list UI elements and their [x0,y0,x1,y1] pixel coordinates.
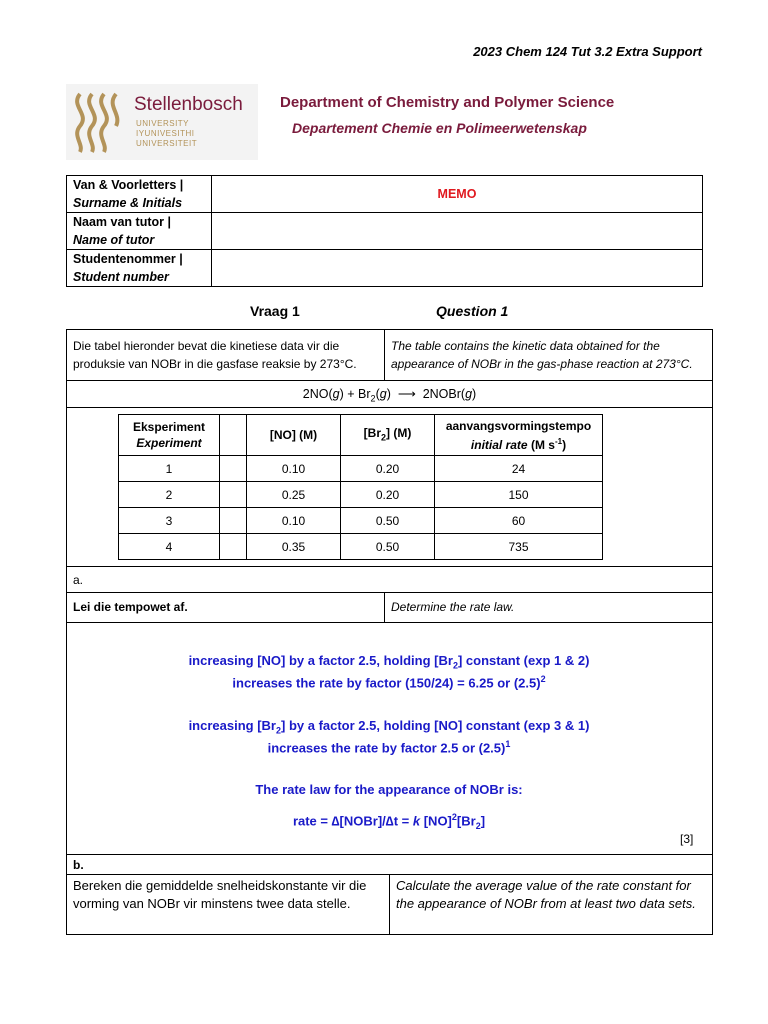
part-b-af: Bereken die gemiddelde snelheidskonstante vir die vorming van NOBr vir minstens twee data stelle. [73,878,367,911]
part-b-label-box [66,854,713,875]
table-header-row [119,415,603,456]
header-br2: $[Br_2]$ (M) [341,415,435,456]
header-note: 2023 Chem 124 Tut 3.2 Extra Support [473,44,702,59]
logo-sub3: UNIVERSITEIT [136,139,198,148]
intro-divider [384,329,385,381]
tutor-label-en: Name of tutor [73,233,155,247]
memo-title: MEMO [212,176,703,213]
header-experiment: Eksperiment Experiment [119,415,220,456]
tutor-label-af: Naam van tutor | [73,215,171,229]
student-number-label-en: Student number [73,270,169,284]
tutor-field[interactable] [212,213,703,250]
tutor-label [67,213,212,250]
student-info-table [66,175,703,287]
answer-line-1: increasing [NO] by a factor 2.5, holding $[Br_2]$ constant (exp 1 & 2) [188,653,590,671]
table-row: 1 0.10 0.20 24 [119,456,603,482]
part-a-label-box [66,566,713,593]
surname-label [67,176,212,213]
rate-law: rate = ∆[NOBr]/∆t = k $[NO]^2[Br_2]$ [292,812,486,831]
table-row: 2 0.25 0.20 150 [119,482,603,508]
student-number-label [67,250,212,287]
part-b-label: b. [73,858,84,872]
part-a-marks: [3] [680,832,694,846]
intro-af: Die tabel hieronder bevat die kinetiese data vir die produksie van NOBr in die gasfase reaksie by 273°C. [73,339,357,371]
part-b-divider [389,874,390,935]
stellenbosch-crest-icon [72,90,122,156]
logo-sub2: IYUNIVESITHI [136,129,195,138]
answer-line-4: increases the rate by factor 2.5 or $(2.5)^1$ [267,739,511,756]
question-title-en: Question 1 [436,303,509,319]
table-row: 4 0.35 0.50 735 [119,534,603,560]
intro-en: The table contains the kinetic data obtained for the appearance of NOBr in the gas-phase reaction at 273°C. [391,339,693,371]
department-af: Departement Chemie en Polimeerwetenskap [292,120,587,136]
header-no: [NO] (M) [247,415,341,456]
department-en: Department of Chemistry and Polymer Science [280,94,615,111]
reaction-arrow-icon: ⟶ [397,387,416,401]
part-a-divider [384,592,385,623]
logo-sub1: UNIVERSITY [136,119,190,128]
kinetic-data-table [118,414,603,560]
header-rate: aanvangsvormingstempo initial rate (M $s^{-1}$) [435,415,603,456]
header-spacer [220,415,247,456]
university-logo [66,84,258,160]
answer-line-5: The rate law for the appearance of NOBr is: [255,782,523,797]
student-number-field[interactable] [212,250,703,287]
part-a-label: a. [73,573,84,587]
answer-line-3: increasing $[Br_2]$ by a factor 2.5, holding [NO] constant (exp 3 & 1) [188,718,590,736]
logo-name: Stellenbosch [134,94,243,115]
part-b-en: Calculate the average value of the rate constant for the appearance of NOBr from at least two data sets. [396,878,696,911]
surname-label-en: Surname & Initials [73,196,183,210]
table-row: 3 0.10 0.50 60 [119,508,603,534]
reaction-equation: $2NO(g) + Br_2(g)$ ⟶ 2NOBr(g) [302,387,477,404]
student-number-label-af: Studentenommer | [73,252,183,266]
surname-label-af: Van & Voorletters | [73,178,184,192]
question-title-af: Vraag 1 [250,303,300,319]
answer-line-2: increases the rate by factor (150/24) = 6.25 or $(2.5)^2$ [232,674,546,691]
part-a-af: Lei die tempowet af. [73,600,188,614]
part-a-en: Determine the rate law. [391,600,515,614]
